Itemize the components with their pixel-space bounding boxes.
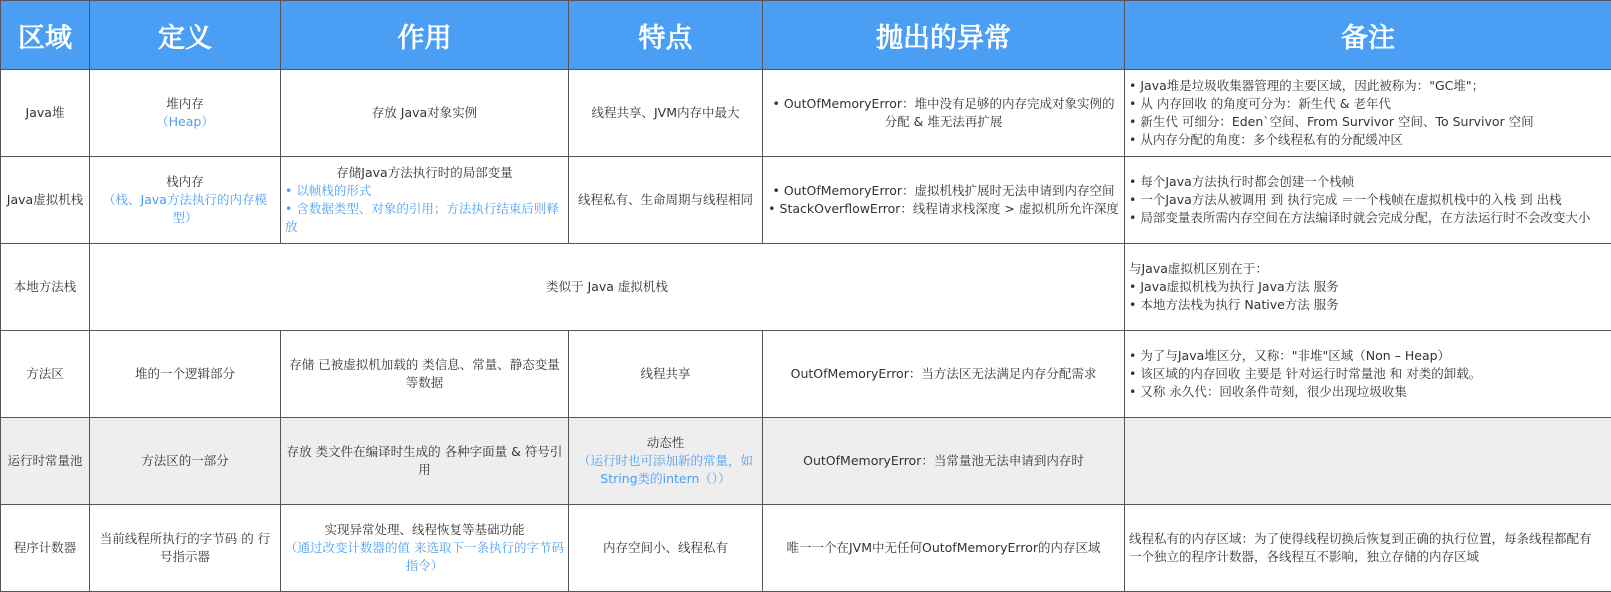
note-line: • 每个Java方法执行时都会创建一个栈帧 — [1129, 173, 1607, 191]
table-row — [1, 505, 1611, 592]
exception-line: • OutOfMemoryError：堆中没有足够的内存完成对象实例的 — [767, 95, 1120, 113]
definition-cell — [90, 70, 281, 157]
exception-cell: OutOfMemoryError：当常量池无法申请到内存时 — [763, 418, 1125, 505]
table-row — [1, 157, 1611, 244]
trait-cell: 线程共享、JVM内存中最大 — [569, 70, 763, 157]
role-cell — [281, 157, 569, 244]
merged-cell: 类似于 Java 虚拟机栈 — [90, 244, 1125, 331]
table-row — [1, 70, 1611, 157]
region-cell: 运行时常量池 — [1, 418, 90, 505]
trait-cell — [569, 418, 763, 505]
role-cell: 存放 类文件在编译时生成的 各种字面量 & 符号引用 — [281, 418, 569, 505]
note-line: • 局部变量表所需内存空间在方法编译时就会完成分配，在方法运行时不会改变大小 — [1129, 209, 1607, 227]
role-sub: • 含数据类型、对象的引用；方法执行结束后则释放 — [285, 200, 564, 236]
header-trait: 特点 — [569, 1, 763, 70]
note-line: • 从内存分配的角度：多个线程私有的分配缓冲区 — [1129, 131, 1607, 149]
table-row — [1, 418, 1611, 505]
header-definition: 定义 — [90, 1, 281, 70]
note-line: • 一个Java方法从被调用 到 执行完成 ＝一个栈帧在虚拟机栈中的入栈 到 出栈 — [1129, 191, 1607, 209]
role-sub: （通过改变计数器的值 来选取下一条执行的字节码指令） — [285, 539, 564, 575]
trait-main: 动态性 — [573, 434, 758, 452]
exception-cell — [763, 157, 1125, 244]
header-role: 作用 — [281, 1, 569, 70]
header-row — [1, 1, 1611, 70]
exception-cell: OutOfMemoryError：当方法区无法满足内存分配需求 — [763, 331, 1125, 418]
header-region: 区域 — [1, 1, 90, 70]
region-cell: Java虚拟机栈 — [1, 157, 90, 244]
trait-cell: 内存空间小、线程私有 — [569, 505, 763, 592]
exception-line: 分配 & 堆无法再扩展 — [767, 113, 1120, 131]
role-main: 存储Java方法执行时的局部变量 — [285, 164, 564, 182]
role-main: 实现异常处理、线程恢复等基础功能 — [285, 521, 564, 539]
role-cell — [281, 505, 569, 592]
notes-cell — [1125, 418, 1611, 505]
trait-sub: （运行时也可添加新的常量，如String类的intern（）） — [573, 452, 758, 488]
region-cell: 程序计数器 — [1, 505, 90, 592]
role-cell: 存储 已被虚拟机加载的 类信息、常量、静态变量等数据 — [281, 331, 569, 418]
exception-cell: 唯一一个在JVM中无任何OutofMemoryError的内存区域 — [763, 505, 1125, 592]
note-line: • 该区域的内存回收 主要是 针对运行时常量池 和 对类的卸载。 — [1129, 365, 1607, 383]
region-cell: 本地方法栈 — [1, 244, 90, 331]
definition-sub: （栈、Java方法执行的内存模型） — [94, 191, 276, 227]
notes-cell — [1125, 244, 1611, 331]
note-line: • 又称 永久代：回收条件苛刻，很少出现垃圾收集 — [1129, 383, 1607, 401]
table-row — [1, 331, 1611, 418]
definition-cell: 方法区的一部分 — [90, 418, 281, 505]
exception-line: • OutOfMemoryError：虚拟机栈扩展时无法申请到内存空间 — [767, 182, 1120, 200]
note-line: • 从 内存回收 的角度可分为：新生代 & 老年代 — [1129, 95, 1607, 113]
trait-cell: 线程共享 — [569, 331, 763, 418]
note-line: • 本地方法栈为执行 Native方法 服务 — [1129, 296, 1607, 314]
header-exception: 抛出的异常 — [763, 1, 1125, 70]
note-line: 线程私有的内存区域：为了使得线程切换后恢复到正确的执行位置，每条线程都配有 — [1129, 530, 1607, 548]
note-line: • 新生代 可细分：Eden`空间、From Survivor 空间、To Survivor 空间 — [1129, 113, 1607, 131]
definition-sub: （Heap） — [94, 113, 276, 131]
definition-cell: 堆的一个逻辑部分 — [90, 331, 281, 418]
note-line: • 为了与Java堆区分，又称："非堆"区域（Non – Heap） — [1129, 347, 1607, 365]
note-line: • Java虚拟机栈为执行 Java方法 服务 — [1129, 278, 1607, 296]
definition-main: 栈内存 — [94, 173, 276, 191]
exception-line: • StackOverflowError：线程请求栈深度 > 虚拟机所允许深度 — [767, 200, 1120, 218]
note-line: 一个独立的程序计数器，各线程互不影响，独立存储的内存区域 — [1129, 548, 1607, 566]
role-cell: 存放 Java对象实例 — [281, 70, 569, 157]
notes-cell — [1125, 157, 1611, 244]
region-cell: 方法区 — [1, 331, 90, 418]
header-notes: 备注 — [1125, 1, 1611, 70]
definition-cell: 当前线程所执行的字节码 的 行号指示器 — [90, 505, 281, 592]
notes-cell — [1125, 331, 1611, 418]
note-line: • Java堆是垃圾收集器管理的主要区域，因此被称为："GC堆"； — [1129, 77, 1607, 95]
trait-cell: 线程私有、生命周期与线程相同 — [569, 157, 763, 244]
notes-cell — [1125, 505, 1611, 592]
role-sub: • 以帧栈的形式 — [285, 182, 564, 200]
exception-cell — [763, 70, 1125, 157]
table-row — [1, 244, 1611, 331]
definition-main: 堆内存 — [94, 95, 276, 113]
region-cell: Java堆 — [1, 70, 90, 157]
notes-cell — [1125, 70, 1611, 157]
definition-cell — [90, 157, 281, 244]
note-line: 与Java虚拟机区别在于： — [1129, 260, 1607, 278]
